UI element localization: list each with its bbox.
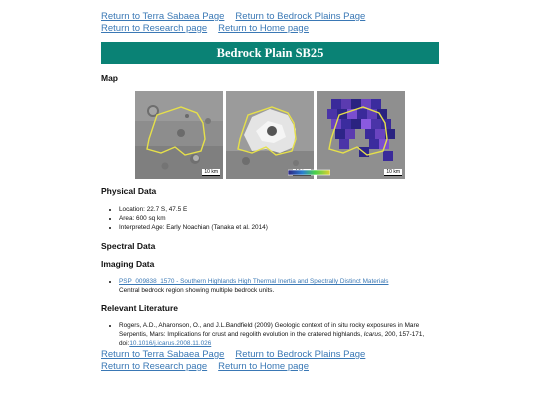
map-scale-label: 10 km <box>204 169 218 175</box>
literature-list <box>101 321 439 349</box>
list-item <box>119 321 439 349</box>
link-bedrock-plains[interactable]: Return to Bedrock Plains Page <box>235 11 366 22</box>
physical-data-list <box>101 205 268 233</box>
list-item: • Location: 22.7 S, 47.5 E <box>119 205 268 214</box>
list-item <box>119 277 389 295</box>
link-home[interactable]: Return to Home page <box>218 22 309 34</box>
section-heading-imaging: Imaging Data <box>101 259 155 269</box>
top-navigation <box>101 11 376 34</box>
list-item: • Interpreted Age: Early Noachian (Tanaka et al. 2014) <box>119 223 268 232</box>
list-item: • Area: 600 sq km <box>119 214 268 223</box>
section-heading-physical: Physical Data <box>101 186 157 196</box>
link-terra-sabaea[interactable]: Return to Terra Sabaea Page <box>101 349 225 360</box>
map-scale-label: 10 km <box>386 169 400 175</box>
page-title: Bedrock Plain SB25 <box>101 42 439 64</box>
section-heading-map: Map <box>101 73 118 83</box>
link-home[interactable]: Return to Home page <box>218 360 309 372</box>
imaging-link[interactable]: PSP_009838_1570 - Southern Highlands High Thermal Inertia and Spectrally Distinct Materials <box>119 278 389 285</box>
link-bedrock-plains[interactable]: Return to Bedrock Plains Page <box>235 349 366 360</box>
link-research[interactable]: Return to Research page <box>101 360 208 372</box>
doi-link[interactable]: 10.1016/j.icarus.2008.11.026 <box>129 340 212 348</box>
citation-details: , 200, 157-171, doi: <box>119 331 425 348</box>
section-heading-spectral: Spectral Data <box>101 241 156 251</box>
bottom-navigation <box>101 349 376 372</box>
map-panel-spectral <box>317 91 405 179</box>
citation-text: Rogers, A.D., Aharonson, O., and J.L.Bandfield (2009) Geologic context of in situ rocky exposures in Mare Serpentis, Mars: Implications for crust and regolith evolution in the cratered highlands, <box>119 322 420 339</box>
imaging-caption: Central bedrock region showing multiple bedrock units. <box>119 287 275 295</box>
imaging-data-list <box>101 277 389 295</box>
link-terra-sabaea[interactable]: Return to Terra Sabaea Page <box>101 11 225 22</box>
map-image <box>135 91 405 179</box>
link-research[interactable]: Return to Research page <box>101 22 208 34</box>
citation-journal: Icarus <box>363 331 382 339</box>
map-color-scale <box>288 169 330 177</box>
map-panel-thermal <box>226 91 314 179</box>
section-heading-literature: Relevant Literature <box>101 303 178 313</box>
map-panel-context <box>135 91 223 179</box>
